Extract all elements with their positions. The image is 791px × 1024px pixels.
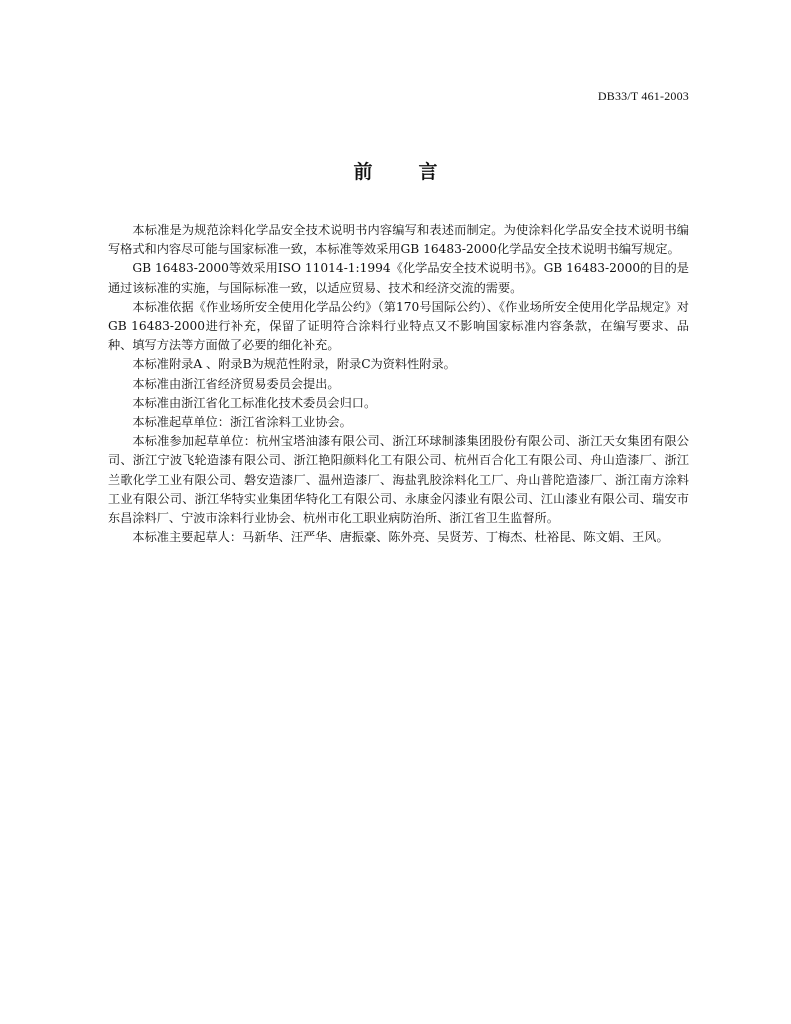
paragraph-equivalence: GB 16483-2000等效采用ISO 11014-1:1994《化学品安全技术说明书》。GB 16483-2000的目的是通过该标准的实施，与国际标准一致，以适应贸易、技术和经济交流的需要。 — [108, 261, 689, 295]
paragraph-administrator: 本标准由浙江省化工标准化技术委员会归口。 — [132, 395, 377, 410]
paragraph-appendices: 本标准附录A 、附录B为规范性附录，附录C为资料性附录。 — [132, 357, 456, 372]
paragraph-drafting-unit: 本标准起草单位：浙江省涂料工业协会。 — [132, 415, 352, 430]
paragraph-main-drafters: 本标准主要起草人：马新华、汪严华、唐振豪、陈外亮、吴贤芳、丁梅杰、杜裕昆、陈文娟、王风。 — [132, 530, 669, 545]
paragraph-proposer: 本标准由浙江省经济贸易委员会提出。 — [132, 376, 340, 391]
paragraph-basis: 本标准依据《作业场所安全使用化学品公约》（第170号国际公约）、《作业场所安全使用化学品规定》对GB 16483-2000进行补充，保留了证明符合涂料行业特点又不影响国家标准内容条款，在编写要求、品种、填写方法等方面做了必要的细化补充。 — [108, 299, 689, 353]
title-char-1: 前 — [353, 161, 373, 183]
page-title — [0, 157, 791, 184]
paragraph-purpose: 本标准是为规范涂料化学品安全技术说明书内容编写和表述而制定。为使涂料化学品安全技术说明书编写格式和内容尽可能与国家标准一致，本标准等效采用GB 16483-2000化学品安全技术说明书编写规定。 — [108, 223, 689, 257]
foreword-body — [108, 221, 689, 547]
document-code: DB33/T 461-2003 — [597, 89, 689, 103]
paragraph-participating-units: 本标准参加起草单位：杭州宝塔油漆有限公司、浙江环球制漆集团股份有限公司、浙江天女集团有限公司、浙江宁波飞轮造漆有限公司、浙江艳阳颜料化工有限公司、杭州百合化工有限公司、舟山造漆厂、浙江兰歌化学工业有限公司、磐安造漆厂、温州造漆厂、海盐乳胶涂料化工厂、舟山普陀造漆厂、浙江南方涂料工业有限公司、浙江华特实业集团华特化工有限公司、永康金闪漆业有限公司、江山漆业有限公司、瑞安市东昌涂料厂、宁波市涂料行业协会、杭州市化工职业病防治所、浙江省卫生监督所。 — [108, 434, 689, 526]
title-char-2: 言 — [418, 161, 438, 183]
